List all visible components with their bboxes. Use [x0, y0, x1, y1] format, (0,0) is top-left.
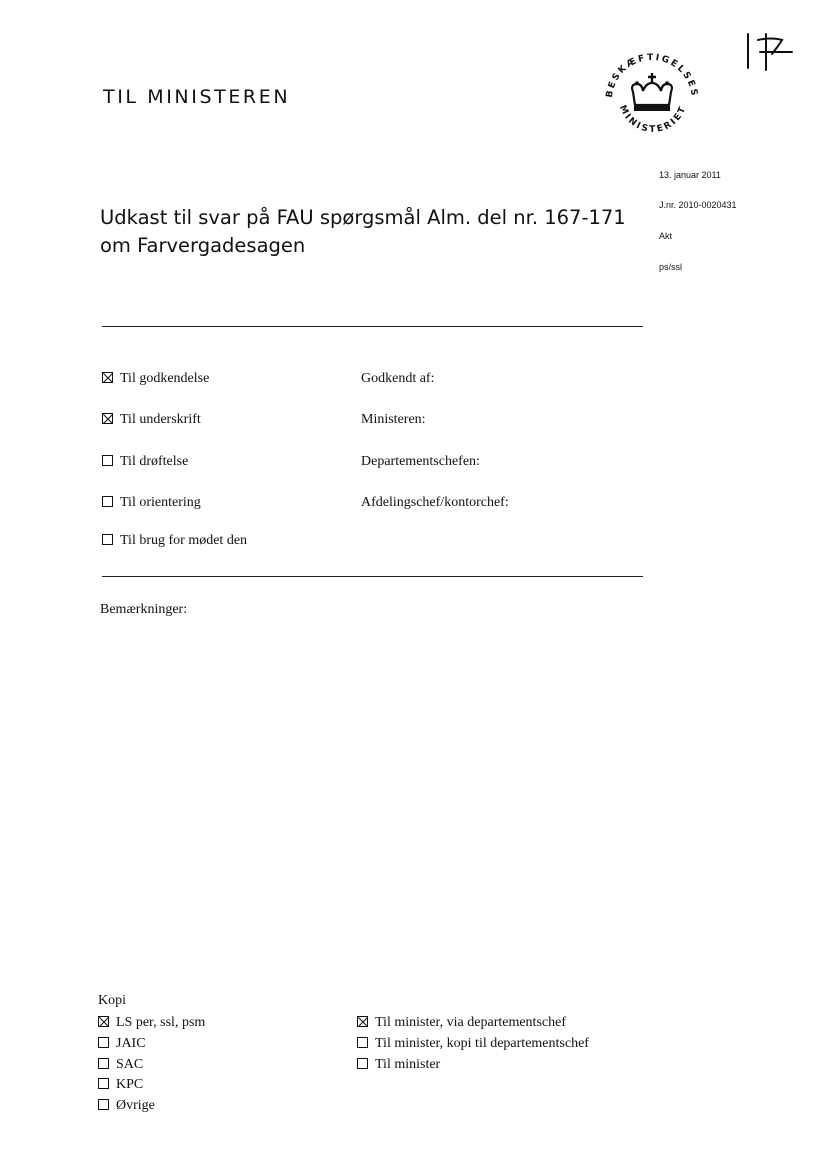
- copy-item-label: Øvrige: [116, 1098, 155, 1113]
- ministry-seal: [598, 44, 706, 157]
- remarks-label: Bemærkninger:: [100, 602, 188, 617]
- copy-label: Kopi: [98, 993, 126, 1008]
- copy-item-oevrige[interactable]: [98, 1098, 155, 1114]
- option-label: Til brug for mødet den: [120, 533, 248, 548]
- checkbox[interactable]: [102, 534, 113, 545]
- divider-top: [102, 326, 643, 327]
- crown-icon: [632, 73, 672, 111]
- checkbox[interactable]: [98, 1099, 109, 1110]
- akt-label: Akt: [659, 231, 673, 241]
- copy-item-sac[interactable]: [98, 1057, 143, 1073]
- divider-bottom: [102, 576, 643, 577]
- handwritten-number-drawing: [742, 30, 802, 76]
- copy-item-ls[interactable]: [98, 1015, 205, 1031]
- checkbox[interactable]: [98, 1037, 109, 1048]
- copy-item-label: KPC: [116, 1077, 144, 1092]
- copy-item-label: SAC: [116, 1057, 144, 1072]
- checkbox[interactable]: [98, 1058, 109, 1069]
- option-til-godkendelse[interactable]: [102, 371, 209, 387]
- option-label: Til orientering: [120, 495, 201, 510]
- checkbox-checked[interactable]: [98, 1016, 109, 1027]
- handwritten-number: [742, 30, 802, 81]
- option-til-droeftelse[interactable]: [102, 454, 188, 470]
- initials: ps/ssl: [659, 262, 683, 272]
- seal-text-bottom: MINISTERIET: [616, 103, 689, 135]
- checkbox-checked[interactable]: [102, 372, 113, 383]
- seal-text-top: BESKÆFTIGELSES: [604, 52, 700, 99]
- copy-item-label: JAIC: [116, 1036, 146, 1051]
- checkbox[interactable]: [102, 455, 113, 466]
- subject-line-2: om Farvergadesagen: [100, 234, 306, 257]
- document-date: 13. januar 2011: [659, 170, 721, 180]
- copy-item-minister-via-dept[interactable]: [357, 1015, 566, 1031]
- option-label: Til drøftelse: [120, 454, 189, 469]
- checkbox[interactable]: [357, 1058, 368, 1069]
- approved-by-label: Godkendt af:: [361, 371, 435, 386]
- option-til-brug-for-moedet[interactable]: [102, 533, 247, 549]
- minister-label: Ministeren:: [361, 412, 426, 427]
- checkbox-checked[interactable]: [102, 413, 113, 424]
- checkbox-checked[interactable]: [357, 1016, 368, 1027]
- page-title: TIL MINISTEREN: [103, 86, 291, 108]
- copy-item-minister-kopi-dept[interactable]: [357, 1036, 589, 1052]
- checkbox[interactable]: [357, 1037, 368, 1048]
- copy-item-label: Til minister, via departementschef: [375, 1015, 566, 1030]
- crown-seal-icon: [598, 44, 706, 152]
- checkbox[interactable]: [102, 496, 113, 507]
- copy-item-label: LS per, ssl, psm: [116, 1015, 206, 1030]
- copy-item-minister[interactable]: [357, 1057, 440, 1073]
- option-til-underskrift[interactable]: [102, 412, 201, 428]
- division-head-label: Afdelingschef/kontorchef:: [361, 495, 509, 510]
- copy-item-kpc[interactable]: [98, 1077, 143, 1093]
- copy-item-label: Til minister: [375, 1057, 441, 1072]
- checkbox[interactable]: [98, 1078, 109, 1089]
- copy-item-jaic[interactable]: [98, 1036, 146, 1052]
- subject-line-1: Udkast til svar på FAU spørgsmål Alm. del nr. 167-171: [100, 206, 626, 229]
- journal-number: J.nr. 2010-0020431: [659, 200, 737, 210]
- copy-item-label: Til minister, kopi til departementschef: [375, 1036, 589, 1051]
- option-til-orientering[interactable]: [102, 495, 201, 511]
- option-label: Til godkendelse: [120, 371, 210, 386]
- option-label: Til underskrift: [120, 412, 201, 427]
- subject: [100, 204, 640, 260]
- dept-head-label: Departementschefen:: [361, 454, 480, 469]
